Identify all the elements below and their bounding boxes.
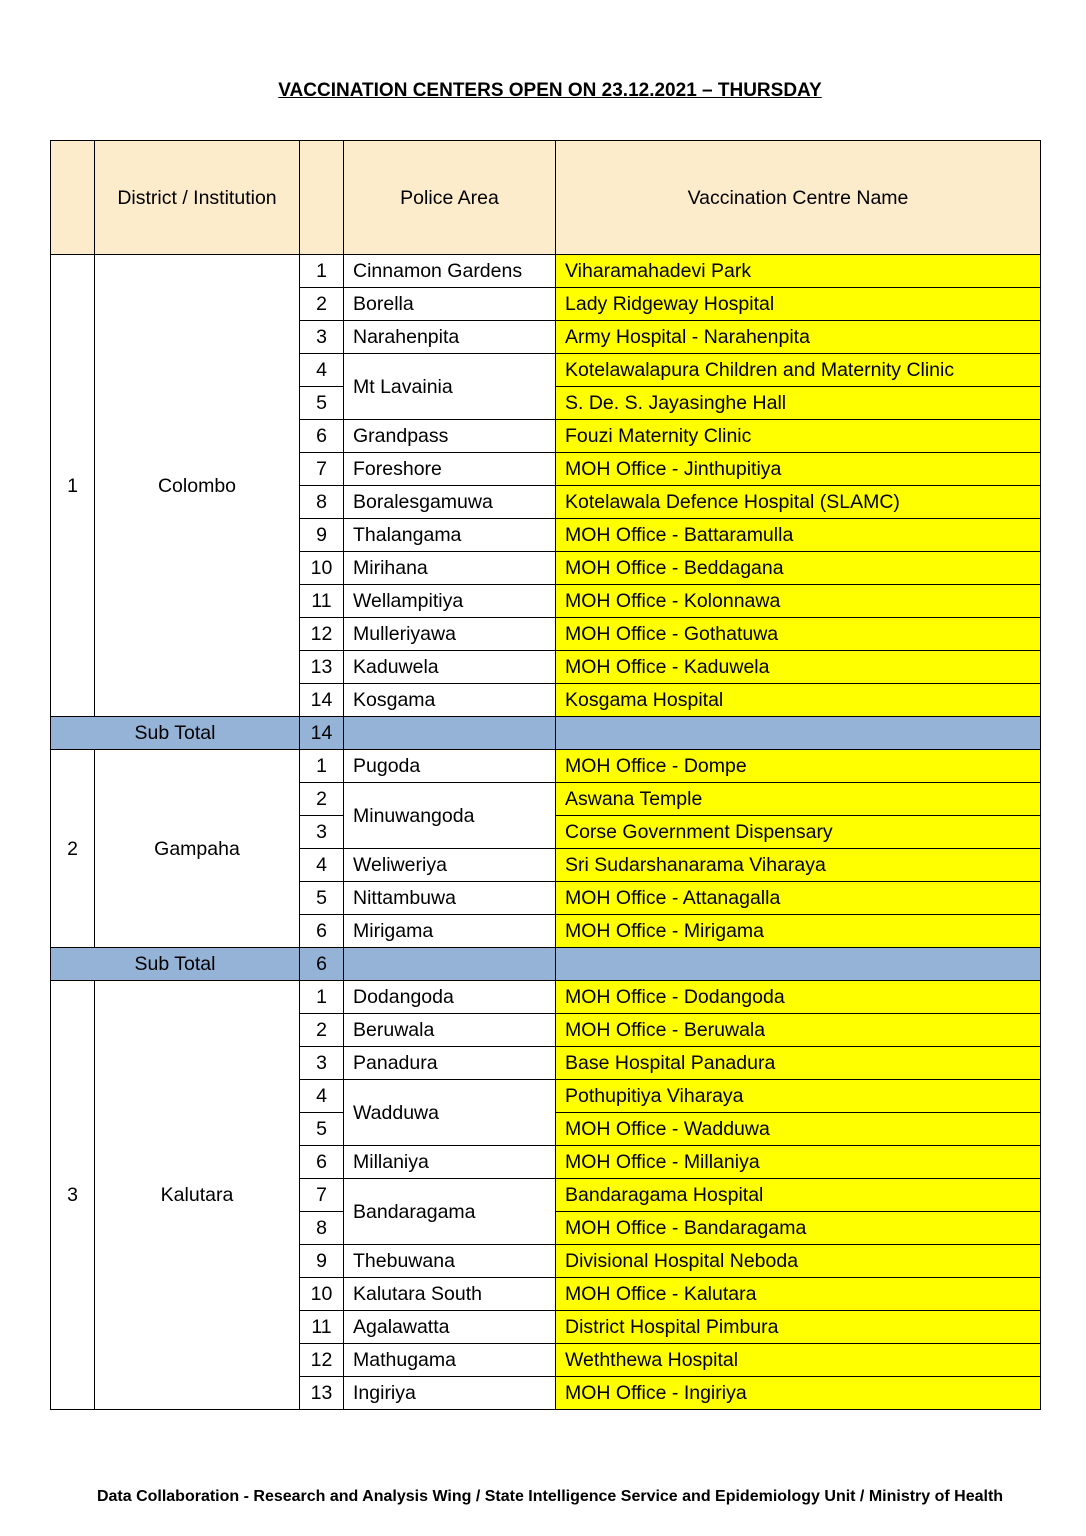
row-number: 4 — [300, 1080, 344, 1113]
row-number: 3 — [300, 321, 344, 354]
vaccination-centres-table — [50, 140, 1041, 1410]
row-number: 6 — [300, 1146, 344, 1179]
row-number: 9 — [300, 519, 344, 552]
police-area: Mulleriyawa — [344, 618, 556, 651]
row-number: 10 — [300, 552, 344, 585]
police-area: Foreshore — [344, 453, 556, 486]
subtotal-label: Sub Total — [51, 948, 300, 981]
vaccination-centre-name: Base Hospital Panadura — [556, 1047, 1041, 1080]
vaccination-centre-name: MOH Office - Dodangoda — [556, 981, 1041, 1014]
header-district-label: District / Institution — [117, 186, 277, 209]
row-number: 7 — [300, 1179, 344, 1212]
police-area: Wellampitiya — [344, 585, 556, 618]
district-index: 3 — [51, 981, 95, 1410]
district-index: 1 — [51, 255, 95, 717]
district-index: 2 — [51, 750, 95, 948]
police-area: Panadura — [344, 1047, 556, 1080]
row-number: 2 — [300, 288, 344, 321]
vaccination-centre-name: MOH Office - Millaniya — [556, 1146, 1041, 1179]
subtotal-row — [51, 948, 1041, 981]
subtotal-area-cell — [344, 948, 556, 981]
row-number: 11 — [300, 585, 344, 618]
row-number: 5 — [300, 1113, 344, 1146]
police-area: Grandpass — [344, 420, 556, 453]
row-number: 5 — [300, 387, 344, 420]
vaccination-centre-name: Fouzi Maternity Clinic — [556, 420, 1041, 453]
police-area: Thebuwana — [344, 1245, 556, 1278]
table-row — [51, 255, 1041, 288]
police-area: Mirihana — [344, 552, 556, 585]
row-number: 12 — [300, 1344, 344, 1377]
district-name: Gampaha — [95, 750, 300, 948]
row-number: 10 — [300, 1278, 344, 1311]
header-index-cell — [51, 141, 95, 255]
table-row — [51, 981, 1041, 1014]
vaccination-centre-name: Pothupitiya Viharaya — [556, 1080, 1041, 1113]
police-area: Millaniya — [344, 1146, 556, 1179]
row-number: 14 — [300, 684, 344, 717]
vaccination-centre-name: MOH Office - Bandaragama — [556, 1212, 1041, 1245]
row-number: 3 — [300, 816, 344, 849]
header-number-cell — [300, 141, 344, 255]
vaccination-centre-name: Bandaragama Hospital — [556, 1179, 1041, 1212]
row-number: 8 — [300, 486, 344, 519]
row-number: 2 — [300, 783, 344, 816]
police-area: Agalawatta — [344, 1311, 556, 1344]
subtotal-centre-cell — [556, 948, 1041, 981]
subtotal-row — [51, 717, 1041, 750]
police-area: Mathugama — [344, 1344, 556, 1377]
vaccination-centre-name: Viharamahadevi Park — [556, 255, 1041, 288]
police-area: Weliweriya — [344, 849, 556, 882]
vaccination-centre-name: MOH Office - Mirigama — [556, 915, 1041, 948]
header-row — [51, 141, 1041, 255]
vaccination-centre-name: MOH Office - Beddagana — [556, 552, 1041, 585]
police-area: Ingiriya — [344, 1377, 556, 1410]
vaccination-centre-name: MOH Office - Dompe — [556, 750, 1041, 783]
row-number: 12 — [300, 618, 344, 651]
row-number: 1 — [300, 750, 344, 783]
vaccination-centre-name: MOH Office - Wadduwa — [556, 1113, 1041, 1146]
table-body — [51, 141, 1041, 1410]
district-name: Colombo — [95, 255, 300, 717]
district-name: Kalutara — [95, 981, 300, 1410]
row-number: 1 — [300, 255, 344, 288]
vaccination-centre-name: Army Hospital - Narahenpita — [556, 321, 1041, 354]
row-number: 2 — [300, 1014, 344, 1047]
vaccination-centre-name: Sri Sudarshanarama Viharaya — [556, 849, 1041, 882]
subtotal-centre-cell — [556, 717, 1041, 750]
row-number: 4 — [300, 354, 344, 387]
table-row — [51, 750, 1041, 783]
footer-credit: Data Collaboration - Research and Analysis Wing / State Intelligence Service and Epidemiology Unit / Ministry of Health — [96, 1488, 1004, 1505]
police-area: Nittambuwa — [344, 882, 556, 915]
police-area: Pugoda — [344, 750, 556, 783]
police-area: Kaduwela — [344, 651, 556, 684]
row-number: 1 — [300, 981, 344, 1014]
row-number: 9 — [300, 1245, 344, 1278]
police-area: Dodangoda — [344, 981, 556, 1014]
police-area: Thalangama — [344, 519, 556, 552]
header-police-area-label: Police Area — [400, 186, 499, 209]
vaccination-centre-name: Kotelawalapura Children and Maternity Clinic — [556, 354, 1041, 387]
row-number: 6 — [300, 915, 344, 948]
vaccination-centre-name: District Hospital Pimbura — [556, 1311, 1041, 1344]
subtotal-label: Sub Total — [51, 717, 300, 750]
police-area: Boralesgamuwa — [344, 486, 556, 519]
police-area: Beruwala — [344, 1014, 556, 1047]
vaccination-centre-name: S. De. S. Jayasinghe Hall — [556, 387, 1041, 420]
police-area: Wadduwa — [344, 1080, 556, 1146]
vaccination-centre-name: Weththewa Hospital — [556, 1344, 1041, 1377]
row-number: 4 — [300, 849, 344, 882]
police-area: Minuwangoda — [344, 783, 556, 849]
vaccination-centre-name: Corse Government Dispensary — [556, 816, 1041, 849]
police-area: Mirigama — [344, 915, 556, 948]
subtotal-area-cell — [344, 717, 556, 750]
row-number: 8 — [300, 1212, 344, 1245]
header-police-area — [344, 141, 556, 255]
header-centre-label: Vaccination Centre Name — [687, 186, 909, 209]
vaccination-centre-name: MOH Office - Jinthupitiya — [556, 453, 1041, 486]
row-number: 13 — [300, 1377, 344, 1410]
police-area: Cinnamon Gardens — [344, 255, 556, 288]
vaccination-centre-name: Divisional Hospital Neboda — [556, 1245, 1041, 1278]
vaccination-centre-name: MOH Office - Kalutara — [556, 1278, 1041, 1311]
row-number: 13 — [300, 651, 344, 684]
subtotal-value: 14 — [300, 717, 344, 750]
vaccination-centre-name: MOH Office - Gothatuwa — [556, 618, 1041, 651]
header-district — [95, 141, 300, 255]
vaccination-centre-name: Kosgama Hospital — [556, 684, 1041, 717]
vaccination-centre-name: MOH Office - Kolonnawa — [556, 585, 1041, 618]
vaccination-centre-name: Kotelawala Defence Hospital (SLAMC) — [556, 486, 1041, 519]
vaccination-centre-name: Lady Ridgeway Hospital — [556, 288, 1041, 321]
row-number: 5 — [300, 882, 344, 915]
vaccination-centre-name: MOH Office - Ingiriya — [556, 1377, 1041, 1410]
vaccination-centre-name: MOH Office - Battaramulla — [556, 519, 1041, 552]
vaccination-centre-name: Aswana Temple — [556, 783, 1041, 816]
police-area: Kalutara South — [344, 1278, 556, 1311]
subtotal-value: 6 — [300, 948, 344, 981]
vaccination-centre-name: MOH Office - Attanagalla — [556, 882, 1041, 915]
police-area: Borella — [344, 288, 556, 321]
row-number: 6 — [300, 420, 344, 453]
police-area: Kosgama — [344, 684, 556, 717]
row-number: 7 — [300, 453, 344, 486]
vaccination-centre-name: MOH Office - Beruwala — [556, 1014, 1041, 1047]
police-area: Mt Lavainia — [344, 354, 556, 420]
police-area: Bandaragama — [344, 1179, 556, 1245]
police-area: Narahenpita — [344, 321, 556, 354]
page-title: VACCINATION CENTERS OPEN ON 23.12.2021 – THURSDAY — [278, 80, 822, 101]
row-number: 11 — [300, 1311, 344, 1344]
header-centre — [556, 141, 1041, 255]
row-number: 3 — [300, 1047, 344, 1080]
vaccination-centre-name: MOH Office - Kaduwela — [556, 651, 1041, 684]
